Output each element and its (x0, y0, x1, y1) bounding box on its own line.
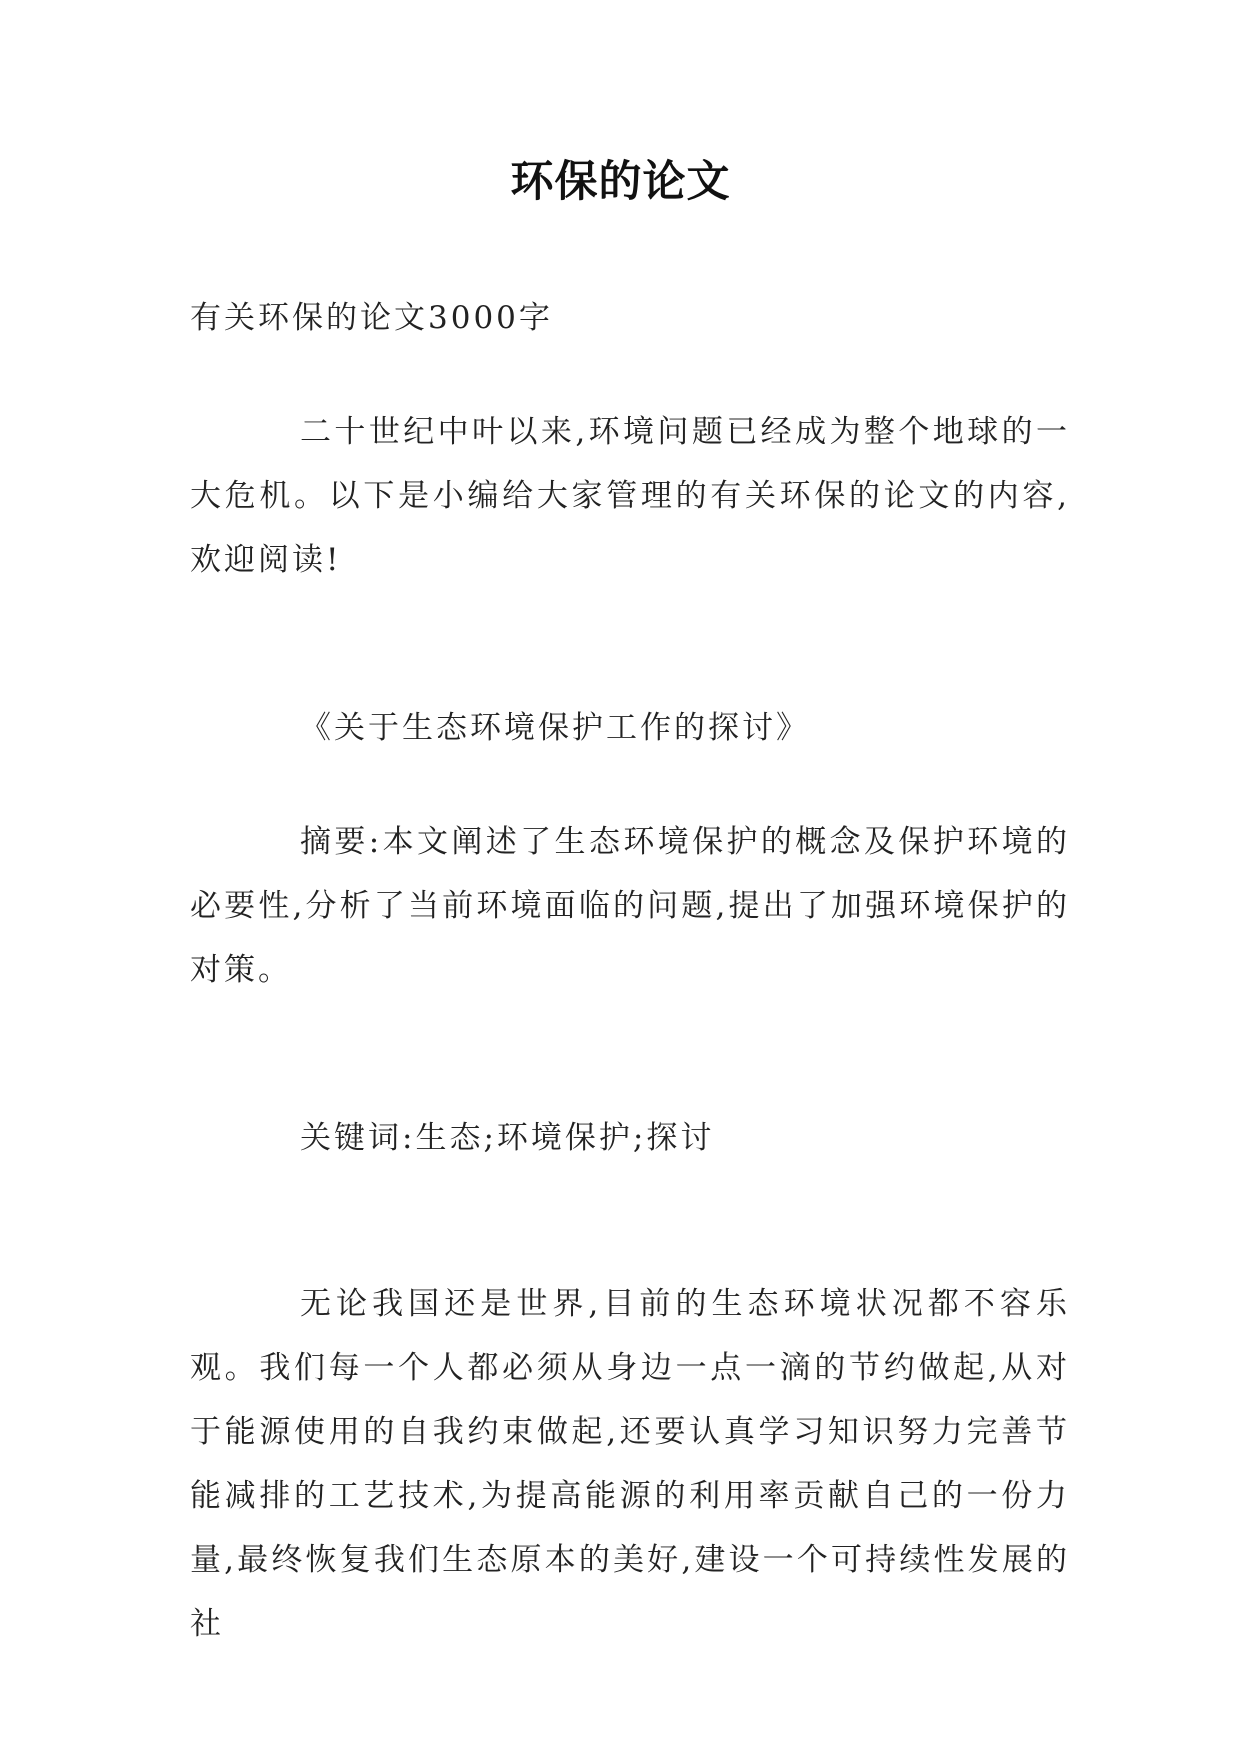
abstract-paragraph: 摘要:本文阐述了生态环境保护的概念及保护环境的必要性,分析了当前环境面临的问题,提出了加强环境保护的对策。 (190, 824, 1070, 988)
paper-title: 《关于生态环境保护工作的探讨》 (300, 710, 810, 746)
body-paragraph: 无论我国还是世界,目前的生态环境状况都不容乐观。我们每一个人都必须从身边一点一滴的节约做起,从对于能源使用的自我约束做起,还要认真学习知识努力完善节能减排的工艺技术,为提高能源的利用率贡献自己的一份力量,最终恢复我们生态原本的美好,建设一个可持续性发展的社 (190, 1286, 1070, 1642)
intro-paragraph: 二十世纪中叶以来,环境问题已经成为整个地球的一大危机。以下是小编给大家管理的有关环保的论文的内容,欢迎阅读! (190, 414, 1070, 578)
document-subtitle: 有关环保的论文3000字 (190, 300, 553, 336)
keywords-line: 关键词:生态;环境保护;探讨 (300, 1120, 715, 1156)
document-title: 环保的论文 (510, 157, 731, 207)
